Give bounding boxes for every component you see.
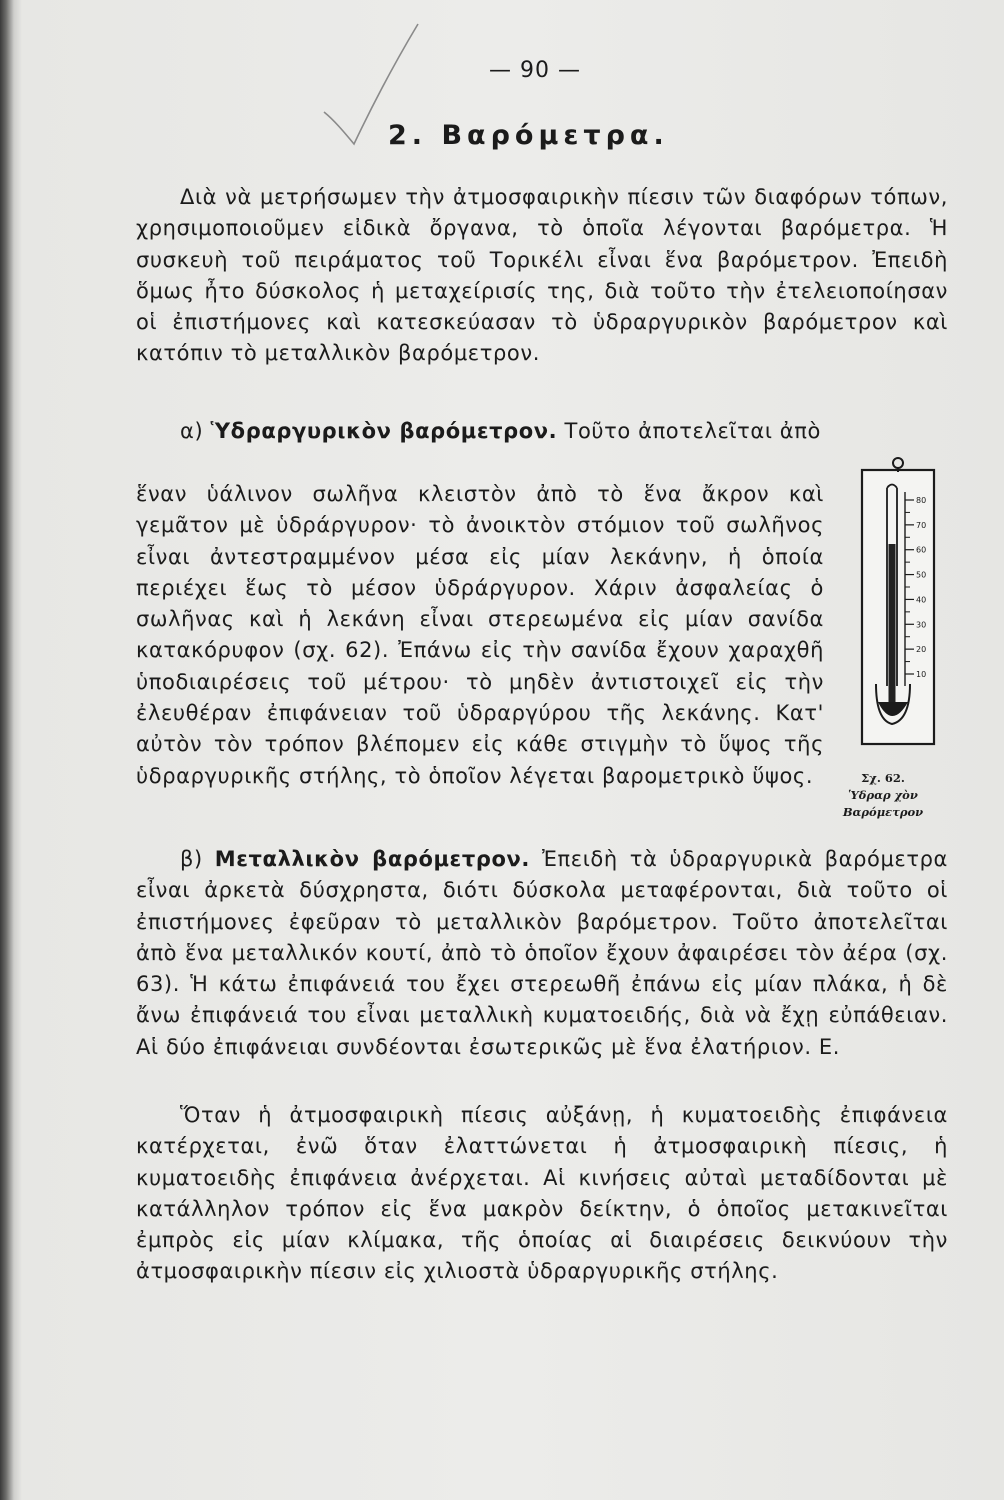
page-number: — 90 — xyxy=(489,58,581,83)
section-a-text: ἕναν ὑάλινον σωλῆνα κλειστὸν ἀπὸ τὸ ἕνα ἄκρον καὶ γεμᾶτον μὲ ὑδράργυρον· τὸ ἀνοικτὸν στόμιον τοῦ σωλῆνος εἶναι ἀντεστραμμένον μέσα εἰς μίαν λεκάνην, ἡ ὁποία περιέχει ἕως τὸ μέσον ὑδράργυρον. Χάριν ἀσφαλείας ὁ σωλῆνας καὶ ἡ λεκάνη εἶναι στερεωμένα εἰς μίαν σανίδα κατακόρυφον (σχ. 62). Ἐπάνω εἰς τὴν σανίδα ἔχουν χαραχθῆ ὑποδιαιρέσεις τοῦ μέτρου· τὸ μηδὲν ἀντιστοιχεῖ εἰς τὴν ἐλευθέραν ἐπιφάνειαν τοῦ ὑδραργύρου τῆς λεκάνης. Κατ' αὐτὸν τὸν τρόπον βλέπομεν εἰς κάθε στιγμὴν τὸ ὕψος τῆς ὑδραργυρικῆς στήλης, τὸ ὁποῖον λέγεται βαρομετρικὸ ὕψος. xyxy=(136,482,824,788)
section-b-text: Ἐπειδὴ τὰ ὑδραργυρικὰ βαρόμετρα εἶναι ἀρκετὰ δύσχρηστα, διότι δύσκολα μεταφέρονται, διὰ τοῦτο οἱ ἐπιστήμονες ἐφεῦραν τὸ μεταλλικὸν βαρόμετρον. Τοῦτο ἀποτελεῖται ἀπὸ ἕνα μεταλλικόν κουτί, ἀπὸ τὸ ὁποῖον ἔχουν ἀφαιρέσει τὸν ἀέρα (σχ. 63). Ἡ κάτω ἐπιφάνειά του ἔχει στερεωθῆ ἐπάνω εἰς μίαν πλάκα, ἡ δὲ ἄνω ἐπιφάνειά του εἶναι μεταλλικὴ κυματοειδής, διὰ νὰ ἔχῃ εὐπάθειαν. Αἱ δύο ἐπιφάνειαι συνδέονται ἐσωτερικῶς μὲ ἕνα ἐλατήριον. Ε. xyxy=(136,847,949,1059)
section-a-paragraph xyxy=(136,479,824,792)
figure-number: Σχ. 62. xyxy=(861,771,905,785)
section-b-paragraph xyxy=(136,844,948,1063)
figure-hanging-ring xyxy=(893,458,903,468)
section-title: 2. Βαρόμετρα. xyxy=(388,120,669,151)
section-a-first-line xyxy=(136,416,948,447)
section-a-heading: Ὑδραργυρικὸν βαρόμετρον. xyxy=(210,419,558,443)
figure-scale-label: 70 xyxy=(916,520,927,530)
section-b-heading: Μεταλλικὸν βαρόμετρον. xyxy=(214,847,530,871)
figure-title: Ὑδραρ χὸν Βαρόμετρον xyxy=(842,788,924,819)
intro-paragraph xyxy=(136,182,948,370)
figure-scale-label: 80 xyxy=(916,496,927,505)
final-text: Ὅταν ἡ ἀτμοσφαιρικὴ πίεσις αὐξάνῃ, ἡ κυματοειδὴς ἐπιφάνεια κατέρχεται, ἐνῶ ὅταν ἐλαττώνεται ἡ ἀτμοσφαιρικὴ πίεσις, ἡ κυματοειδὴς ἐπιφάνεια ἀνέρχεται. Αἱ κινήσεις αὐταὶ μεταδίδονται μὲ κατάλληλον τρόπον εἰς ἕνα μακρὸν δείκτην, ὁ ὁποῖος μετακινεῖται ἐμπρὸς εἰς μίαν κλίμακα, τῆς ὁποίας αἱ διαιρέσεις δεικνύουν τὴν ἀτμοσφαιρικὴν πίεσιν εἰς χιλιοστὰ ὑδραργυρικῆς στήλης. xyxy=(136,1103,948,1284)
figure-scale-label: 50 xyxy=(916,570,927,580)
intro-text: Διὰ νὰ μετρήσωμεν τὴν ἀτμοσφαιρικὴν πίεσιν τῶν διαφόρων τόπων, χρησιμοποιοῦμεν εἰδικὰ ὄργανα, τὸ ὁποῖα λέγονται βαρόμετρα. Ἡ συσκευὴ τοῦ πειράματος τοῦ Τορικέλι εἶναι ἕνα βαρόμετρον. Ἐπειδὴ ὅμως ἦτο δύσκολος ἡ μεταχείρισίς της, διὰ τοῦτο τὴν ἐτελειοποίησαν οἱ ἐπιστήμονες καὶ κατεσκεύασαν τὸ ὑδραργυρικὸν βαρόμετρον καὶ κατόπιν τὸ μεταλλικὸν βαρόμετρον. xyxy=(136,185,948,366)
figure-scale-label: 60 xyxy=(916,545,927,555)
section-a-label: α) xyxy=(180,419,204,443)
figure-scale-label: 40 xyxy=(916,595,927,605)
figure-scale-label: 20 xyxy=(916,645,927,655)
mercury-barometer-figure xyxy=(848,448,948,748)
section-b-label: β) xyxy=(180,847,203,871)
figure-scale-label: 30 xyxy=(916,620,927,630)
figure-mercury-column xyxy=(889,544,896,704)
section-a-first-line-rest: Τοῦτο ἀποτελεῖται ἀπὸ xyxy=(564,419,821,443)
section-a-heading-line xyxy=(136,416,948,447)
section-b-text-line xyxy=(136,844,948,1063)
figure-caption xyxy=(818,770,948,821)
figure-scale-label: 10 xyxy=(916,670,927,679)
final-paragraph xyxy=(136,1100,948,1288)
